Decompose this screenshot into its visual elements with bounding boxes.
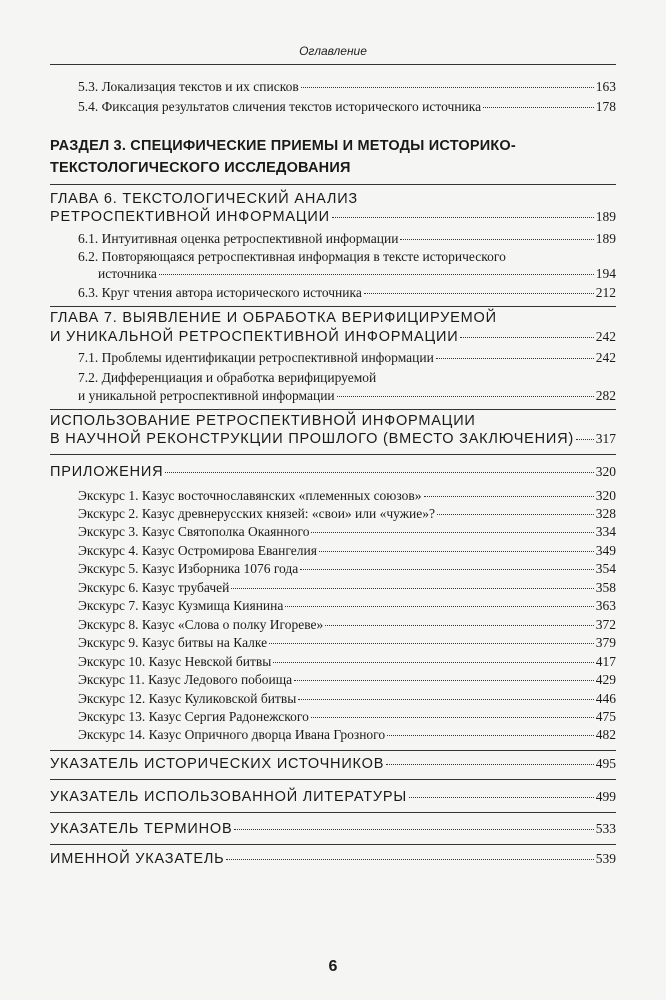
leader-dots [424,496,594,497]
section-3-title-line1[interactable]: РАЗДЕЛ 3. СПЕЦИФИЧЕСКИЕ ПРИЕМЫ И МЕТОДЫ ИСТОРИКО- [50,138,516,154]
toc-entry-page: 189 [595,231,616,246]
excursus-entry[interactable] [78,617,616,633]
leader-dots [483,107,594,108]
leader-dots [400,239,593,240]
leader-dots [409,797,594,798]
leader-dots [226,859,593,860]
excursus-entry[interactable] [78,543,616,559]
leader-dots [437,514,594,515]
toc-entry-title: Экскурс 2. Казус древнерусских князей: «свои» или «чужие»? [78,506,436,521]
leader-dots [285,606,593,607]
toc-entry-title: Экскурс 13. Казус Сергия Радонежского [78,709,309,724]
toc-entry-6-3[interactable] [78,285,616,301]
toc-entry-page: 354 [595,561,616,576]
toc-entry-page: 446 [595,691,616,706]
toc-entry-page: 242 [595,329,616,344]
excursus-entry[interactable] [78,580,616,596]
toc-entry-7-1[interactable] [78,350,616,366]
toc-entry-page: 163 [595,79,616,94]
leader-dots [332,217,594,218]
toc-entry-page: 212 [595,285,616,300]
leader-dots [298,699,593,700]
toc-entry-5-3[interactable] [78,79,616,95]
toc-entry-title: Экскурс 4. Казус Остромирова Евангелия [78,543,317,558]
index-entry-names[interactable] [50,851,616,867]
excursus-entry[interactable] [78,672,616,688]
leader-dots [234,829,593,830]
toc-entry-7-2[interactable] [78,388,616,404]
toc-entry-title: Экскурс 11. Казус Ледового побоища [78,672,293,687]
leader-dots [319,551,594,552]
index-entry-literature[interactable] [50,789,616,805]
leader-dots [294,680,594,681]
leader-dots [269,643,594,644]
chapter-7-title-line2: И УНИКАЛЬНОЙ РЕТРОСПЕКТИВНОЙ ИНФОРМАЦИИ [50,329,459,345]
running-head: Оглавление [299,44,367,58]
leader-dots [364,293,594,294]
toc-entry-title: Экскурс 7. Казус Кузмища Киянина [78,598,284,613]
toc-entry-page: 317 [595,431,616,446]
toc-entry-title: Экскурс 6. Казус трубачей [78,580,230,595]
toc-entry-page: 429 [595,672,616,687]
section-divider [50,184,616,185]
leader-dots [311,717,594,718]
leader-dots [231,588,593,589]
section-divider [50,306,616,307]
toc-entry-title: 5.4. Фиксация результатов сличения текстов исторического источника [78,99,482,114]
toc-entry-title: и уникальной ретроспективной информации [78,388,335,403]
toc-entry-title: Экскурс 12. Казус Куликовской битвы [78,691,297,706]
toc-entry-title: Экскурс 10. Казус Невской битвы [78,654,272,669]
index-entry-terms[interactable] [50,821,616,837]
excursus-entry[interactable] [78,709,616,725]
index-entry-sources[interactable] [50,756,616,772]
leader-dots [436,358,594,359]
toc-entry-title: Экскурс 5. Казус Изборника 1076 года [78,561,299,576]
excursus-entry[interactable] [78,506,616,522]
toc-entry-page: 358 [595,580,616,595]
toc-entry-page: 242 [595,350,616,365]
toc-entry-title: 7.1. Проблемы идентификации ретроспективной информации [78,350,434,365]
chapter-7-entry[interactable] [50,329,616,345]
leader-dots [311,532,593,533]
toc-entry-page: 349 [595,543,616,558]
toc-entry-page: 334 [595,524,616,539]
toc-entry-title: УКАЗАТЕЛЬ ТЕРМИНОВ [50,821,233,837]
excursus-entry[interactable] [78,654,616,670]
section-divider [50,409,616,410]
leader-dots [337,396,594,397]
toc-entry-page: 539 [595,851,616,866]
toc-entry-page: 194 [595,266,616,281]
excursus-entry[interactable] [78,727,616,743]
leader-dots [300,569,593,570]
leader-dots [165,472,593,473]
conclusion-title-line2: В НАУЧНОЙ РЕКОНСТРУКЦИИ ПРОШЛОГО (ВМЕСТО ЗАКЛЮЧЕНИЯ) [50,431,575,447]
toc-entry-page: 178 [595,99,616,114]
chapter-6-entry[interactable] [50,209,616,225]
excursus-entry[interactable] [78,691,616,707]
toc-entry-title: УКАЗАТЕЛЬ ИСПОЛЬЗОВАННОЙ ЛИТЕРАТУРЫ [50,789,408,805]
leader-dots [159,274,594,275]
leader-dots [460,337,593,338]
toc-entry-6-2-line1[interactable]: 6.2. Повторяющаяся ретроспективная информация в тексте исторического [78,249,506,264]
toc-entry-page: 320 [595,488,616,503]
toc-entry-page: 482 [595,727,616,742]
section-divider [50,844,616,845]
toc-entry-5-4[interactable] [78,99,616,115]
toc-entry-6-1[interactable] [78,231,616,247]
toc-entry-page: 282 [595,388,616,403]
leader-dots [325,625,593,626]
leader-dots [301,87,594,88]
toc-entry-title: Экскурс 9. Казус битвы на Калке [78,635,268,650]
excursus-entry[interactable] [78,598,616,614]
leader-dots [386,764,594,765]
section-divider [50,750,616,751]
excursus-entry[interactable] [78,524,616,540]
leader-dots [273,662,593,663]
toc-entry-title: 6.3. Круг чтения автора исторического источника [78,285,362,300]
appendices-title: ПРИЛОЖЕНИЯ [50,464,164,480]
toc-entry-page: 417 [595,654,616,669]
toc-entry-page: 379 [595,635,616,650]
toc-entry-page: 499 [595,789,616,804]
toc-entry-page: 533 [595,821,616,836]
toc-entry-page: 320 [595,464,616,479]
toc-entry-title: Экскурс 1. Казус восточнославянских «племенных союзов» [78,488,422,503]
excursus-entry[interactable] [78,561,616,577]
toc-entry-page: 372 [595,617,616,632]
section-3-title-line2[interactable]: ТЕКСТОЛОГИЧЕСКОГО ИССЛЕДОВАНИЯ [50,160,351,176]
toc-entry-page: 328 [595,506,616,521]
excursus-entry[interactable] [78,488,616,504]
toc-entry-page: 189 [595,209,616,224]
appendices-entry[interactable] [50,464,616,480]
toc-entry-title: источника [98,266,157,281]
toc-entry-title: 6.1. Интуитивная оценка ретроспективной информации [78,231,399,246]
toc-entry-title: Экскурс 14. Казус Опричного дворца Ивана Грозного [78,727,386,742]
toc-entry-6-2[interactable] [98,266,616,282]
leader-dots [387,735,594,736]
toc-entry-7-2-line1[interactable]: 7.2. Дифференциация и обработка верифицируемой [78,370,377,385]
toc-entry-title: Экскурс 3. Казус Святополка Окаянного [78,524,310,539]
toc-entry-title: Экскурс 8. Казус «Слова о полку Игореве» [78,617,324,632]
conclusion-entry[interactable] [50,431,616,447]
conclusion-title-line1[interactable]: ИСПОЛЬЗОВАНИЕ РЕТРОСПЕКТИВНОЙ ИНФОРМАЦИИ [50,413,476,429]
toc-entry-page: 363 [595,598,616,613]
chapter-7-title-line1[interactable]: ГЛАВА 7. ВЫЯВЛЕНИЕ И ОБРАБОТКА ВЕРИФИЦИРУЕМОЙ [50,310,497,326]
leader-dots [576,439,594,440]
toc-entry-title: ИМЕННОЙ УКАЗАТЕЛЬ [50,851,225,867]
section-divider [50,779,616,780]
toc-entry-title: 5.3. Локализация текстов и их списков [78,79,299,94]
toc-entry-page: 475 [595,709,616,724]
section-divider [50,812,616,813]
excursus-entry[interactable] [78,635,616,651]
section-divider [50,454,616,455]
chapter-6-title-line1[interactable]: ГЛАВА 6. ТЕКСТОЛОГИЧЕСКИЙ АНАЛИЗ [50,191,358,207]
toc-entry-title: УКАЗАТЕЛЬ ИСТОРИЧЕСКИХ ИСТОЧНИКОВ [50,756,385,772]
page-number: 6 [328,958,338,975]
toc-entry-page: 495 [595,756,616,771]
chapter-6-title-line2: РЕТРОСПЕКТИВНОЙ ИНФОРМАЦИИ [50,209,330,225]
